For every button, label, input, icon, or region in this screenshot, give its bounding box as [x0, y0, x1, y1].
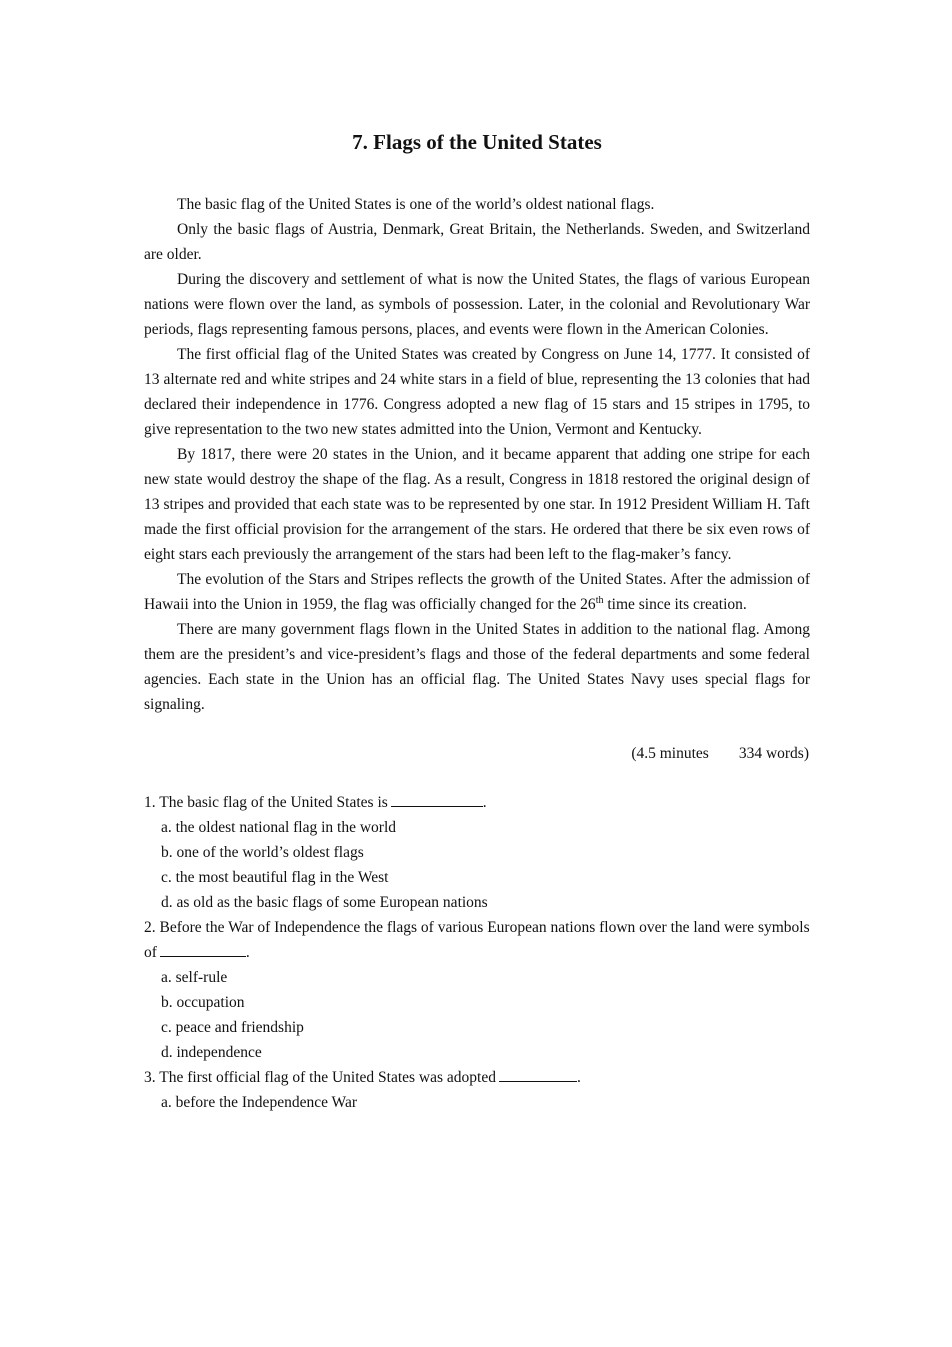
option-item[interactable]: a. the oldest national flag in the world — [161, 819, 397, 836]
reading-meta — [144, 741, 810, 766]
answer-blank[interactable] — [391, 791, 483, 807]
paragraph-1817: By 1817, there were 20 states in the Union, and it became apparent that adding one stripe for each new state would destroy the shape of the flag. As a result, Congress in 1818 restored the original design of 13 stripes and provided that each state was to be represented by one star. In 1912 President William H. Taft made the first official provision for the arrangement of the stars. He ordered that there be six even rows of eight stars each previously the arrangement of the stars had been left to the flag-maker’s fancy. — [144, 446, 810, 563]
paragraph-first-flag: The first official flag of the United States was created by Congress on June 14, 1777. It consisted of 13 alternate red and white stripes and 24 white stars in a field of blue, representing the 13 colonies that had declared their independence in 1776. Congress adopted a new flag of 15 stars and 15 stripes in 1795, to give representation to the two new states admitted into the Union, Vermont and Kentucky. — [144, 346, 810, 438]
option-item[interactable]: b. one of the world’s oldest flags — [161, 844, 364, 861]
ordinal-suffix: th — [595, 594, 604, 606]
option-item[interactable]: c. the most beautiful flag in the West — [161, 869, 389, 886]
paragraph-government-flags: There are many government flags flown in the United States in addition to the national flag. Among them are the president’s and vice-president’s flags and those of the federal departments and some federal agencies. Each state in the Union has an official flag. The United States Navy uses special flags for signaling. — [144, 621, 810, 713]
paragraph-evolution — [144, 567, 810, 617]
question-1 — [144, 790, 810, 915]
evolution-text-end: time since its creation. — [603, 596, 747, 613]
option-item[interactable]: c. peace and friendship — [161, 1019, 304, 1036]
article-body — [144, 192, 810, 717]
word-count: 334 words) — [738, 745, 809, 762]
option-item[interactable]: d. independence — [161, 1044, 262, 1061]
option-item[interactable]: d. as old as the basic flags of some European nations — [161, 894, 488, 911]
question-stem-text: 1. The basic flag of the United States is — [144, 794, 388, 811]
answer-blank[interactable] — [499, 1066, 577, 1082]
question-stem — [144, 790, 810, 815]
period: . — [245, 944, 250, 961]
question-stem — [144, 915, 810, 965]
option-item[interactable]: a. before the Independence War — [161, 1094, 357, 1111]
option-item[interactable]: b. occupation — [161, 994, 245, 1011]
page-title: 7. Flags of the United States — [352, 130, 602, 154]
options-list — [144, 1090, 810, 1115]
question-3 — [144, 1065, 810, 1115]
options-list — [144, 815, 810, 915]
question-stem — [144, 1065, 810, 1090]
option-item[interactable]: a. self-rule — [161, 969, 228, 986]
paragraph-discovery: During the discovery and settlement of what is now the United States, the flags of various European nations were flown over the land, as symbols of possession. Later, in the colonial and Revolutionary War periods, flags representing famous persons, places, and events were flown in the American Colonies. — [144, 271, 810, 338]
question-2 — [144, 915, 810, 1065]
paragraph-oldest-flag: The basic flag of the United States is one of the world’s oldest national flags. — [177, 196, 655, 213]
options-list — [144, 965, 810, 1065]
period: . — [576, 1069, 581, 1086]
question-stem-text: 2. Before the War of Independence the flags of various European nations flown over the land were symbols of — [144, 919, 810, 961]
answer-blank[interactable] — [160, 941, 246, 957]
evolution-text: The evolution of the Stars and Stripes reflects the growth of the United States. After the admission of Hawaii into the Union in 1959, the flag was officially changed for the 26 — [144, 571, 810, 613]
questions-section — [144, 790, 810, 1115]
document-page — [144, 128, 810, 1115]
period: . — [482, 794, 487, 811]
paragraph-older-flags: Only the basic flags of Austria, Denmark, Great Britain, the Netherlands. Sweden, and Switzerland are older. — [144, 221, 810, 263]
question-stem-text: 3. The first official flag of the United States was adopted — [144, 1069, 496, 1086]
reading-time: (4.5 minutes — [631, 745, 709, 762]
